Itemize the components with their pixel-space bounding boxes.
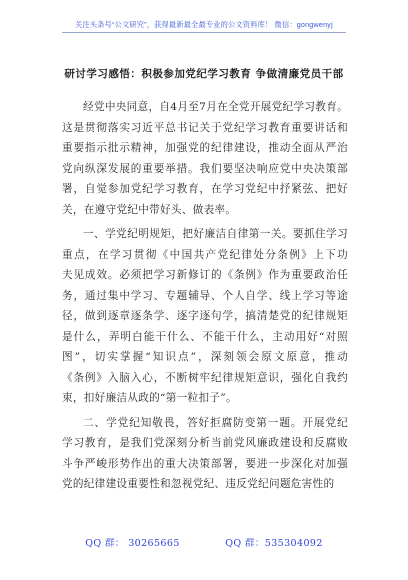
paragraph-line: 图”，切实掌握“知识点”，深刻领会原文原意，推动 [62, 351, 348, 363]
document-body [62, 97, 348, 495]
paragraph-line: 斗争严峻形势作出的重大决策部署，要进一步深化对加强 [62, 457, 348, 470]
document-title: 研讨学习感悟：积极参加党纪学习教育 争做清廉党员干部 [64, 68, 344, 80]
paragraph-line: 党向纵深发展的重要举措。我们要坚决响应党中央决策部 [62, 162, 348, 175]
paragraph-line: 关，在遵守党纪中带好头、做表率。 [62, 203, 237, 216]
paragraph-line: 夫见成效。必须把学习新修订的《条例》作为重要政治任 [62, 269, 348, 281]
footer-qq-group-1: QQ 群： 30265665 [85, 538, 180, 549]
footer-qq-group-2: QQ 群：535304092 [225, 538, 323, 549]
paragraph-line: 这是贯彻落实习近平总书记关于党纪学习教育重要讲话和 [62, 121, 348, 134]
paragraph-line: 二、学党纪知敬畏，答好拒腐防变第一题。开展党纪 [83, 416, 348, 429]
paragraph-line: 学习教育，是我们党深刻分析当前党风廉政建设和反腐败 [62, 437, 348, 449]
paragraph-line: 署，自觉参加党纪学习教育，在学习党纪中抒紧弦、把好 [62, 183, 348, 195]
paragraph-line: 是什么，弄明白能干什么、不能干什么，主动用好“对照 [62, 330, 348, 343]
paragraph-line: 党的纪律建设重要性和忽视党纪、违反党纪问题危害性的 [62, 478, 335, 490]
paragraph [62, 413, 348, 495]
paragraph-line: 重要指示批示精神，加强党的纪律建设，推动全面从严治 [62, 142, 348, 154]
paragraph-line: 径，做到逐章逐条学、逐字逐句学，搞清楚党的纪律规矩 [62, 310, 348, 322]
paragraph [62, 97, 348, 220]
paragraph-line: 一、学党纪明规矩，把好廉洁自律第一关。要抓住学习 [83, 228, 348, 240]
header-note: 关注头条号“公文研究”，获得最新最全最专业的公文资料库！ 微信：gongwenyj [75, 20, 333, 29]
paragraph-line: 束，扣好廉洁从政的“第一粒扣子”。 [62, 392, 237, 404]
paragraph-line: 经党中央同意，自4月至7月在全党开展党纪学习教育。 [83, 101, 348, 113]
footer [0, 535, 408, 549]
paragraph-line: 务，通过集中学习、专题辅导、个人自学、线上学习等途 [62, 289, 348, 302]
paragraph-line: 《条例》入脑入心，不断树牢纪律规矩意识，强化自我约 [62, 371, 348, 384]
paragraph-line: 重点，在学习贯彻《中国共产党纪律处分条例》上下功 [62, 248, 348, 261]
paragraph [62, 224, 348, 409]
header-divider [62, 32, 346, 33]
